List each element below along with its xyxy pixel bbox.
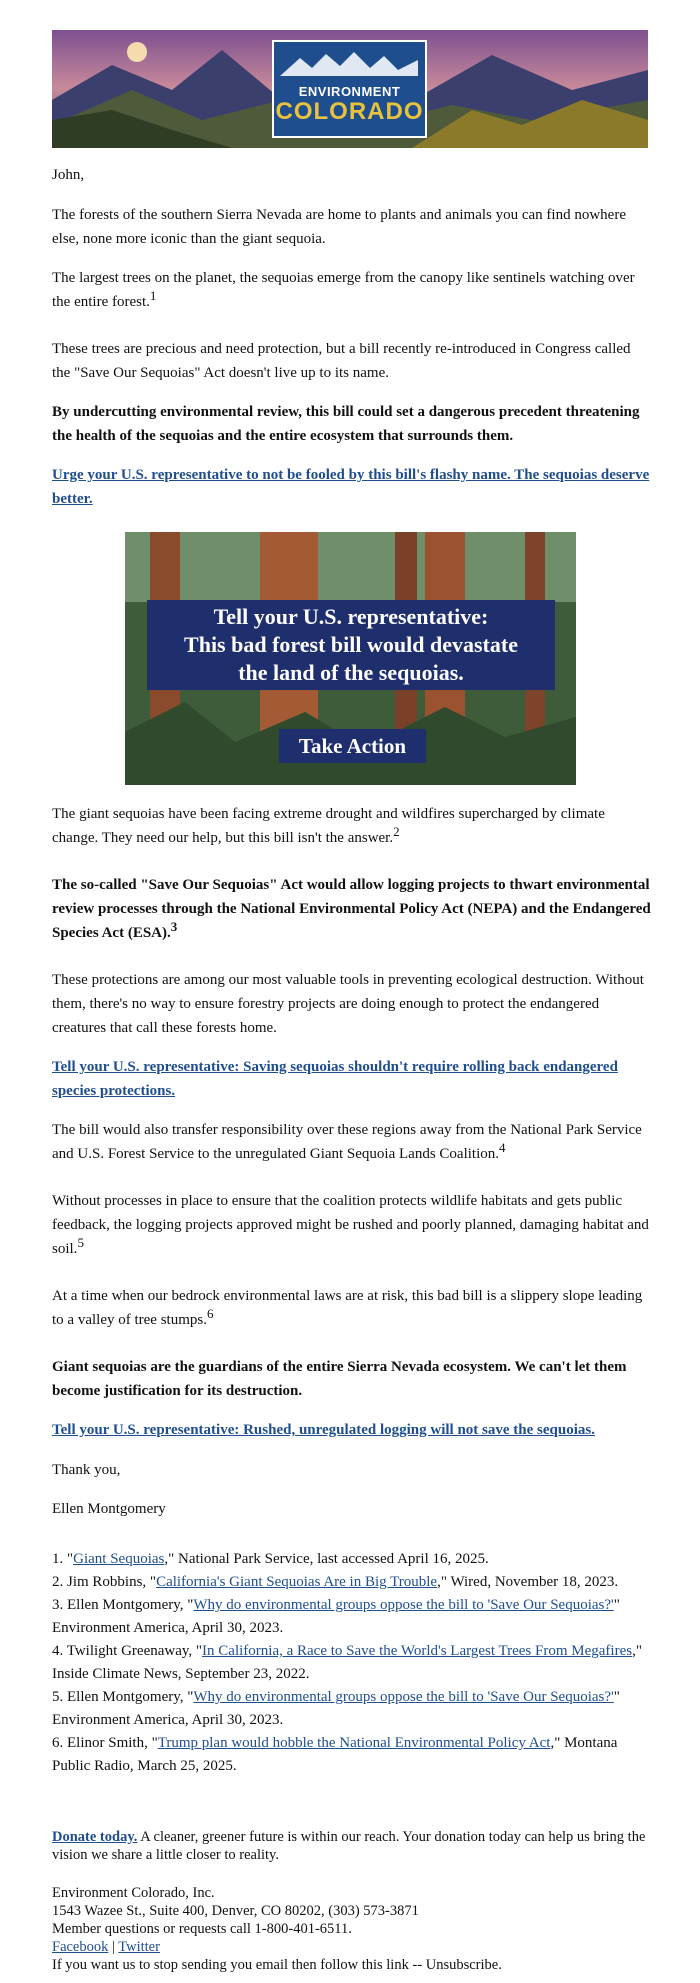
footnote-ref[interactable]: 3 [170, 919, 178, 934]
signature: Ellen Montgomery [52, 1501, 166, 1517]
rushed-logging-link[interactable]: Tell your U.S. representative: Rushed, unregulated logging will not save the sequoias. [52, 1422, 595, 1438]
saving-sequoias-link[interactable]: Tell your U.S. representative: Saving sequoias shouldn't require rolling back endangered species protections. [52, 1059, 618, 1099]
footnotes-list [52, 1548, 652, 1778]
footnote-link[interactable]: Trump plan would hobble the National Environmental Policy Act [157, 1735, 551, 1751]
footnote-link[interactable]: Giant Sequoias [73, 1551, 165, 1567]
paragraph-6: The bill would also transfer responsibility over these regions away from the National Park Service and U.S. Forest Service to the unregulated Giant Sequoia Lands Coalition.$^4$ [52, 1122, 642, 1162]
paragraph-7: Without processes in place to ensure that the coalition protects wildlife habitats and gets public feedback, the logging projects approved might be rushed and poorly planned, damaging habitat and soil.$^5$ [52, 1193, 649, 1257]
logo-mountains-icon [274, 46, 425, 80]
header-banner [52, 30, 648, 148]
twitter-link[interactable]: Twitter [118, 1939, 160, 1955]
paragraph-bold-3: Giant sequoias are the guardians of the entire Sierra Nevada ecosystem. We can't let them become justification for its destruction. [52, 1359, 627, 1399]
donate-paragraph: Donate today. A cleaner, greener future is within our reach. Your donation today can help us bring the vision we share a little closer to reality. [52, 1829, 646, 1863]
footnote-1: 1. "Giant Sequoias," National Park Service, last accessed April 16, 2025. [52, 1551, 489, 1567]
footnote-ref[interactable]: 5 [77, 1235, 84, 1250]
footnote-ref[interactable]: 4 [499, 1140, 506, 1155]
logo-line-1: ENVIRONMENT [298, 84, 401, 99]
logo-line-2: COLORADO [275, 98, 424, 125]
footer-social: Facebook | Twitter [52, 1939, 160, 1955]
footer [52, 1884, 652, 1974]
paragraph-5: These protections are among our most valuable tools in preventing ecological destruction. Without them, there's no way to ensure forestry projects are doing enough to protect the endangered creatures that call these forests home. [52, 972, 644, 1036]
footnote-5: 5. Ellen Montgomery, "Why do environmental groups oppose the bill to 'Save Our Sequoias?'" Environment America, April 30, 2023. [52, 1689, 620, 1728]
footnote-ref[interactable]: 1 [149, 288, 157, 303]
footnote-ref[interactable]: 2 [393, 824, 400, 839]
paragraph-4: The giant sequoias have been facing extreme drought and wildfires supercharged by climate change. They need our help, but this bill isn't the answer.$^2$ [52, 806, 605, 846]
cta-paragraph-1 [52, 463, 652, 511]
paragraph-1: The forests of the southern Sierra Nevada are home to plants and animals you can find nowhere else, none more iconic than the giant sequoia. [52, 207, 626, 247]
footnote-2: 2. Jim Robbins, "California's Giant Sequoias Are in Big Trouble," Wired, November 18, 2023. [52, 1574, 619, 1590]
donate-link[interactable]: Donate today. [52, 1829, 138, 1845]
footer-org: Environment Colorado, Inc. [52, 1885, 215, 1901]
footnote-6: 6. Elinor Smith, "Trump plan would hobble the National Environmental Policy Act," Montana Public Radio, March 25, 2025. [52, 1735, 618, 1774]
footnote-link[interactable]: California's Giant Sequoias Are in Big Trouble [156, 1574, 438, 1590]
footer-address: 1543 Wazee St., Suite 400, Denver, CO 80202, (303) 573-3871 [52, 1903, 419, 1919]
paragraph-3: These trees are precious and need protection, but a bill recently re-introduced in Congress called the "Save Our Sequoias" Act doesn't live up to its name. [52, 341, 631, 381]
footnote-4: 4. Twilight Greenaway, "In California, a Race to Save the World's Largest Trees From Megafires," Inside Climate News, September 23, 2022. [52, 1643, 642, 1682]
paragraph-2: The largest trees on the planet, the sequoias emerge from the canopy like sentinels watching over the entire forest.$^1$ [52, 270, 635, 310]
footer-unsubscribe[interactable]: If you want us to stop sending you email then follow this link -- Unsubscribe. [52, 1957, 502, 1973]
banner-headline: Tell your U.S. representative: This bad forest bill would devastate the land of the sequoias. [147, 600, 555, 690]
paragraph-bold-1: By undercutting environmental review, this bill could set a dangerous precedent threatening the health of the sequoias and the entire ecosystem that surrounds them. [52, 404, 640, 444]
cta-paragraph-3 [52, 1418, 652, 1442]
footnote-link[interactable]: Why do environmental groups oppose the bill to 'Save Our Sequoias?' [193, 1597, 614, 1613]
take-action-banner[interactable] [125, 532, 576, 785]
footnote-link[interactable]: Why do environmental groups oppose the bill to 'Save Our Sequoias?' [193, 1689, 614, 1705]
urge-representative-link[interactable]: Urge your U.S. representative to not be fooled by this bill's flashy name. The sequoias deserve better. [52, 467, 650, 507]
footnote-3: 3. Ellen Montgomery, "Why do environmental groups oppose the bill to 'Save Our Sequoias?'" Environment America, April 30, 2023. [52, 1597, 620, 1636]
footnote-ref[interactable]: 6 [206, 1306, 214, 1321]
take-action-button[interactable]: Take Action [279, 729, 426, 763]
paragraph-8: At a time when our bedrock environmental laws are at risk, this bad bill is a slippery slope leading to a valley of tree stumps.$^6$ [52, 1288, 643, 1328]
greeting: John, [52, 167, 85, 183]
footnote-link[interactable]: In California, a Race to Save the World's Largest Trees From Megafires [202, 1643, 633, 1659]
paragraph-bold-2: The so-called "Save Our Sequoias" Act would allow logging projects to thwart environmental review processes through the National Environmental Policy Act (NEPA) and the Endangered Species Act (ESA).$^3$ [52, 877, 651, 941]
closing: Thank you, [52, 1462, 121, 1478]
facebook-link[interactable]: Facebook [52, 1939, 109, 1955]
cta-paragraph-2 [52, 1055, 652, 1103]
footer-member: Member questions or requests call 1-800-401-6511. [52, 1921, 352, 1937]
environment-colorado-logo[interactable] [272, 40, 427, 138]
